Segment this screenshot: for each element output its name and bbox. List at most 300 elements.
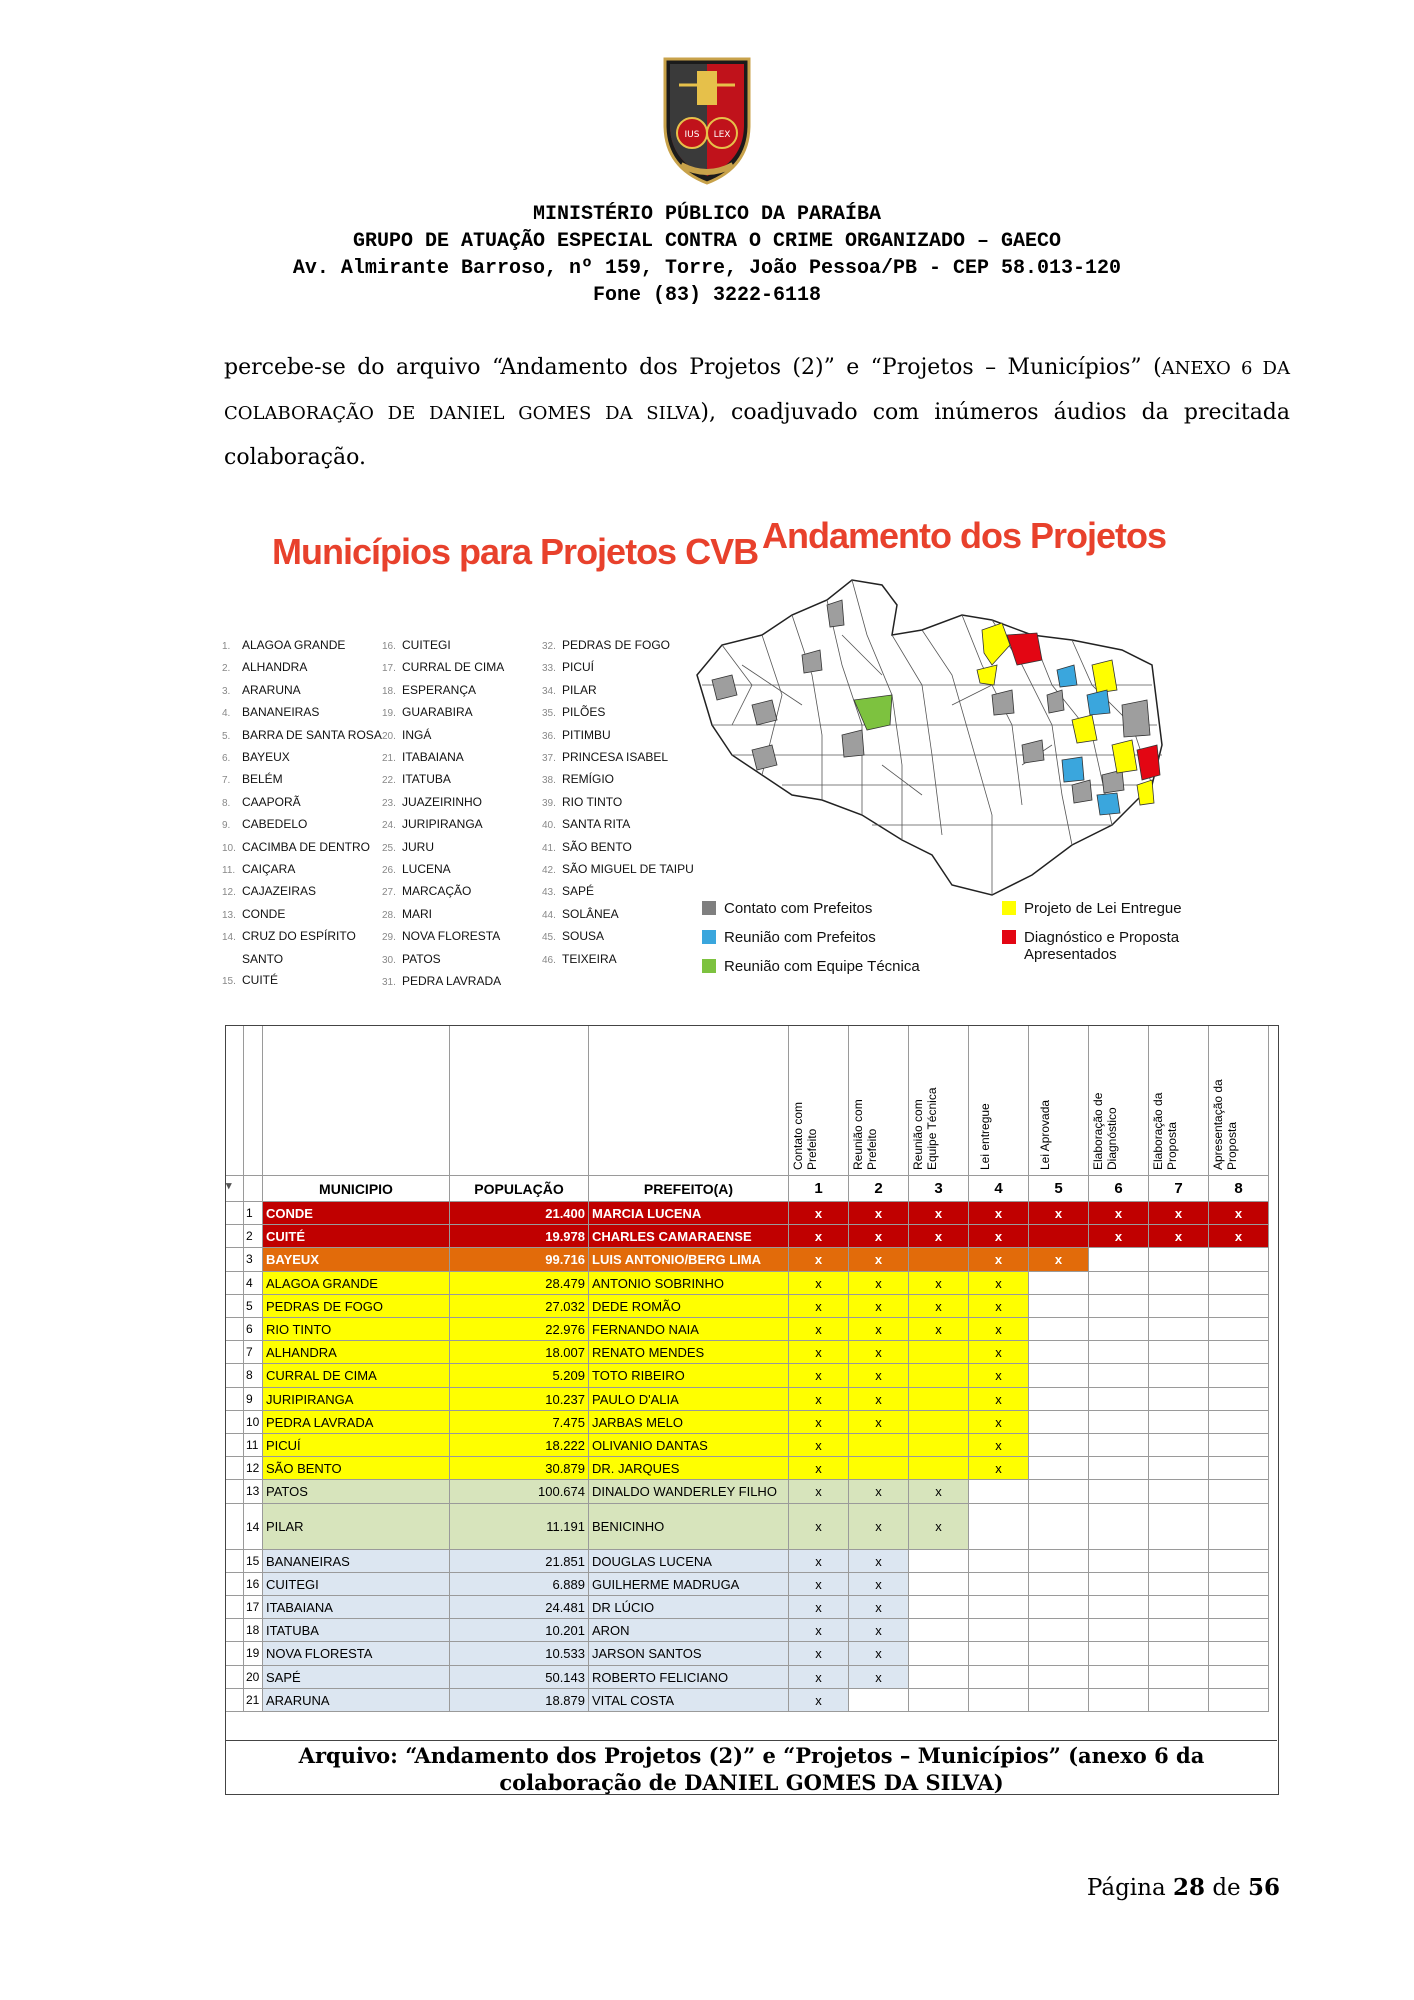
row-municipio-cell (263, 1689, 450, 1712)
row-stage-cell (849, 1411, 909, 1434)
row-stage-cell (1209, 1364, 1269, 1387)
row-stage-cell (969, 1364, 1029, 1387)
row-populacao-cell (450, 1504, 589, 1550)
stage-mark: x (1114, 1206, 1123, 1221)
row-number: 21 (246, 1692, 260, 1707)
stage-mark: x (995, 1414, 1002, 1430)
stage-mark: x (1054, 1252, 1063, 1268)
municipality-number: 12. (222, 887, 236, 899)
header-top-cell (789, 1026, 849, 1176)
row-stage-cell (969, 1341, 1029, 1364)
row-stage-cell (969, 1689, 1029, 1712)
municipality-number: 24. (382, 820, 396, 832)
municipality-number: 39. (542, 797, 556, 809)
row-stage-cell (1149, 1457, 1209, 1480)
row-stage-cell (849, 1619, 909, 1642)
row-spacer-cell (226, 1388, 244, 1411)
row-stage-cell (1029, 1272, 1089, 1295)
prefeito-name: LUIS ANTONIO/BERG LIMA (592, 1252, 761, 1268)
row-stage-cell (909, 1318, 969, 1341)
row-stage-cell (909, 1480, 969, 1503)
municipality-name: ITABAIANA (402, 750, 464, 765)
legend-swatch (702, 959, 716, 973)
row-number-cell (244, 1341, 263, 1364)
row-stage-cell (789, 1225, 849, 1248)
row-stage-cell (1149, 1411, 1209, 1434)
row-number: 1 (246, 1206, 253, 1220)
header-top-cell (1149, 1026, 1209, 1176)
stage-mark: x (815, 1576, 822, 1592)
row-stage-cell (1209, 1457, 1269, 1480)
row-number-cell (244, 1573, 263, 1596)
row-municipio-cell (263, 1504, 450, 1550)
table-caption (226, 1740, 1277, 1795)
row-stage-cell (1209, 1480, 1269, 1503)
row-stage-cell (1089, 1619, 1149, 1642)
row-stage-cell (1209, 1225, 1269, 1248)
row-populacao-cell (450, 1272, 589, 1295)
stage-mark: x (934, 1229, 943, 1245)
row-number-cell (244, 1411, 263, 1434)
stage-mark: x (815, 1553, 822, 1569)
prefeito-name: PAULO D'ALIA (592, 1391, 679, 1407)
row-stage-cell (909, 1341, 969, 1364)
stage-mark: x (994, 1252, 1003, 1268)
municipio-name: PEDRA LAVRADA (266, 1414, 374, 1430)
populacao-value: 5.209 (552, 1368, 585, 1384)
row-stage-cell (1029, 1202, 1089, 1225)
row-stage-cell (789, 1573, 849, 1596)
stage-mark: x (815, 1461, 822, 1477)
populacao-value: 21.851 (545, 1553, 585, 1569)
row-stage-cell (1209, 1202, 1269, 1225)
row-stage-cell (1149, 1619, 1209, 1642)
municipio-name: PICUÍ (266, 1438, 301, 1453)
stage-mark: x (875, 1576, 882, 1592)
stage-mark: x (814, 1206, 823, 1221)
row-populacao-cell (450, 1434, 589, 1457)
row-stage-cell (1029, 1225, 1089, 1248)
stage-header-line-1: Reunião com (851, 1099, 865, 1170)
stage-mark: x (875, 1623, 882, 1639)
row-populacao-cell (450, 1341, 589, 1364)
municipality-name: PATOS (402, 951, 441, 966)
municipio-name: ALAGOA GRANDE (266, 1275, 378, 1291)
stage-mark: x (815, 1345, 822, 1361)
row-spacer-cell (226, 1596, 244, 1619)
municipality-number: 43. (542, 887, 556, 899)
municipality-item (382, 814, 504, 836)
municipio-name: PILAR (266, 1518, 304, 1534)
stage-header-line-1: Lei Aprovada (1038, 1099, 1052, 1170)
municipality-number: 1. (222, 641, 231, 652)
populacao-value: 6.889 (552, 1576, 585, 1592)
row-stage-cell (1029, 1550, 1089, 1573)
row-stage-cell (1029, 1341, 1089, 1364)
stage-mark: x (994, 1206, 1003, 1221)
header-stage-7 (1149, 1176, 1209, 1202)
municipality-item (382, 702, 504, 724)
row-stage-cell (1149, 1550, 1209, 1573)
stage-mark: x (815, 1600, 822, 1615)
municipality-name: SOUSA (562, 929, 605, 944)
stage-mark: x (995, 1322, 1002, 1337)
municipality-number: 27. (382, 887, 396, 899)
municipality-number: 46. (542, 954, 556, 966)
row-stage-cell (1209, 1341, 1269, 1364)
row-number-cell (244, 1202, 263, 1225)
row-stage-cell (789, 1642, 849, 1665)
row-spacer-cell (226, 1225, 244, 1248)
stage-mark: x (935, 1275, 942, 1291)
dropdown-arrow-icon[interactable]: ▾ (226, 1180, 232, 1192)
municipality-name: BELÉM (242, 772, 283, 787)
header-top-cell (589, 1026, 789, 1176)
municipality-number: 25. (382, 842, 396, 854)
municipality-number: 35. (542, 708, 556, 720)
row-municipio-cell (263, 1596, 450, 1619)
row-stage-cell (1089, 1248, 1149, 1271)
prefeito-name: OLIVANIO DANTAS (592, 1438, 708, 1453)
header-stage-5 (1029, 1176, 1089, 1202)
row-stage-cell (1149, 1434, 1209, 1457)
row-stage-cell (909, 1411, 969, 1434)
stage-mark: x (995, 1298, 1002, 1314)
crest-text-right: LEX (713, 130, 731, 140)
row-number: 9 (246, 1391, 253, 1406)
row-prefeito-cell (589, 1341, 789, 1364)
populacao-value: 18.007 (545, 1345, 585, 1361)
municipality-item (222, 926, 382, 948)
municipality-item (222, 970, 382, 992)
municipality-item (222, 769, 382, 791)
row-stage-cell (1209, 1550, 1269, 1573)
municipality-name: SÃO BENTO (562, 839, 632, 854)
stage-number: 8 (1234, 1180, 1243, 1197)
municipality-item (382, 680, 504, 702)
row-prefeito-cell (589, 1573, 789, 1596)
stage-mark: x (935, 1322, 942, 1337)
row-number-cell (244, 1504, 263, 1550)
row-municipio-cell (263, 1225, 450, 1248)
header-institution: MINISTÉRIO PÚBLICO DA PARAÍBA (532, 203, 882, 226)
municipality-name: ALAGOA GRANDE (242, 638, 346, 652)
municipality-name: ITATUBA (402, 772, 451, 787)
row-stage-cell (849, 1573, 909, 1596)
row-stage-cell (1089, 1457, 1149, 1480)
municipality-item (222, 881, 382, 903)
stage-mark: x (995, 1391, 1002, 1407)
populacao-value: 50.143 (545, 1669, 585, 1685)
stage-mark: x (875, 1669, 882, 1685)
row-stage-cell (1089, 1642, 1149, 1665)
paragraph-text-2: ), coadjuvado com inúmeros áudios da precitada colaboração. (224, 400, 1291, 470)
prefeito-name: DINALDO WANDERLEY FILHO (592, 1484, 777, 1500)
row-populacao-cell (450, 1642, 589, 1665)
municipality-number: 22. (382, 775, 396, 787)
municipality-item (222, 792, 382, 814)
row-stage-cell (849, 1550, 909, 1573)
row-stage-cell (1209, 1642, 1269, 1665)
row-number-cell (244, 1689, 263, 1712)
row-stage-cell (789, 1295, 849, 1318)
municipality-item (222, 904, 382, 926)
row-stage-cell (849, 1642, 909, 1665)
municipality-number: 6. (222, 753, 231, 765)
row-stage-cell (1089, 1689, 1149, 1712)
prefeito-name: JARSON SANTOS (592, 1646, 702, 1662)
stage-header-line-2: Proposta (1165, 1121, 1179, 1170)
row-municipio-cell (263, 1480, 450, 1503)
municipality-number: 32. (542, 641, 556, 652)
row-spacer-cell (226, 1504, 244, 1550)
municipality-name: CAIÇARA (242, 862, 296, 877)
municipality-name: JUAZEIRINHO (402, 794, 483, 809)
municipio-name: CUITÉ (266, 1229, 305, 1245)
municipality-number: 16. (382, 641, 396, 652)
municipality-item (382, 949, 504, 971)
stage-mark: x (815, 1298, 822, 1314)
row-stage-cell (909, 1666, 969, 1689)
row-number: 19 (246, 1646, 260, 1661)
row-stage-cell (1089, 1573, 1149, 1596)
caption-line-2: colaboração de DANIEL GOMES DA SILVA) (499, 1770, 1004, 1795)
row-populacao-cell (450, 1364, 589, 1387)
row-stage-cell (1089, 1596, 1149, 1619)
municipality-number: 38. (542, 775, 556, 787)
stage-mark: x (814, 1229, 823, 1245)
row-stage-cell (909, 1642, 969, 1665)
row-stage-cell (789, 1434, 849, 1457)
header-top-cell (263, 1026, 450, 1176)
row-stage-cell (789, 1341, 849, 1364)
municipio-name: BAYEUX (266, 1252, 319, 1268)
row-spacer-cell (226, 1248, 244, 1271)
municipality-name: PEDRA LAVRADA (402, 974, 502, 989)
figure-title-progress: Andamento dos Projetos (762, 515, 1167, 556)
row-stage-cell (1089, 1272, 1149, 1295)
municipality-item (542, 949, 694, 971)
row-stage-cell (969, 1272, 1029, 1295)
municipality-number: 41. (542, 842, 556, 854)
municipality-number: 7. (222, 775, 231, 787)
row-stage-cell (909, 1272, 969, 1295)
municipality-number: 45. (542, 932, 556, 944)
municipality-number: 10. (222, 842, 236, 854)
row-populacao-cell (450, 1295, 589, 1318)
crest-text-left: IUS (684, 130, 700, 140)
projects-figure (222, 515, 1222, 995)
stage-number: 3 (934, 1180, 943, 1197)
row-prefeito-cell (589, 1411, 789, 1434)
paragraph-annex-ref: ANEXO 6 DA COLABORAÇÃO DE DANIEL GOMES DA SILVA (224, 358, 1290, 424)
municipality-name: BARRA DE SANTA ROSA (242, 727, 382, 742)
municipality-item (542, 814, 694, 836)
row-stage-cell (909, 1248, 969, 1271)
row-prefeito-cell (589, 1480, 789, 1503)
footer-label: Página (1086, 1875, 1166, 1901)
prefeito-name: ANTONIO SOBRINHO (592, 1275, 724, 1291)
header-top-cell (450, 1026, 589, 1176)
row-spacer-cell (226, 1411, 244, 1434)
header-top-cell (1209, 1026, 1269, 1176)
stage-mark: x (1054, 1206, 1063, 1221)
row-populacao-cell (450, 1411, 589, 1434)
row-stage-cell (969, 1225, 1029, 1248)
row-municipio-cell (263, 1642, 450, 1665)
row-populacao-cell (450, 1457, 589, 1480)
row-number-cell (244, 1480, 263, 1503)
municipality-item (382, 657, 504, 679)
prefeito-name: BENICINHO (592, 1518, 665, 1534)
row-stage-cell (909, 1619, 969, 1642)
municipality-item (542, 657, 694, 679)
row-prefeito-cell (589, 1248, 789, 1271)
row-number-cell (244, 1295, 263, 1318)
row-number: 16 (246, 1576, 260, 1591)
stage-number: 5 (1054, 1180, 1063, 1197)
row-municipio-cell (263, 1457, 450, 1480)
row-municipio-cell (263, 1272, 450, 1295)
row-stage-cell (1029, 1434, 1089, 1457)
municipality-name: LUCENA (402, 862, 451, 877)
stage-mark: x (1114, 1229, 1123, 1245)
row-populacao-cell (450, 1619, 589, 1642)
stage-mark: x (934, 1206, 943, 1221)
municipality-item (382, 859, 504, 881)
row-stage-cell (789, 1480, 849, 1503)
row-stage-cell (1209, 1666, 1269, 1689)
municipality-item (382, 904, 504, 926)
row-stage-cell (969, 1248, 1029, 1271)
row-stage-cell (969, 1318, 1029, 1341)
row-municipio-cell (263, 1573, 450, 1596)
row-stage-cell (909, 1295, 969, 1318)
row-number: 7 (246, 1345, 253, 1360)
stage-number: 4 (994, 1180, 1003, 1197)
row-stage-cell (909, 1225, 969, 1248)
municipality-name: MARCAÇÃO (402, 884, 472, 899)
row-spacer-cell (226, 1666, 244, 1689)
row-stage-cell (1029, 1596, 1089, 1619)
municipality-column-2 (382, 635, 504, 994)
populacao-value: 27.032 (545, 1298, 585, 1314)
row-stage-cell (1209, 1689, 1269, 1712)
municipality-number: 42. (542, 865, 556, 877)
stage-header-label (978, 1103, 992, 1170)
row-number-cell (244, 1272, 263, 1295)
prefeito-name: RENATO MENDES (592, 1345, 705, 1361)
row-stage-cell (1149, 1272, 1209, 1295)
row-spacer-cell (226, 1573, 244, 1596)
municipality-item (542, 769, 694, 791)
municipality-name: SÃO MIGUEL DE TAIPU (562, 862, 694, 877)
row-stage-cell (789, 1689, 849, 1712)
row-stage-cell (969, 1666, 1029, 1689)
municipality-item (222, 635, 382, 657)
populacao-value: 10.533 (545, 1646, 585, 1662)
municipio-name: ITABAIANA (266, 1600, 333, 1615)
legend-swatch (702, 930, 716, 944)
row-stage-cell (969, 1596, 1029, 1619)
prefeito-name: ARON (592, 1623, 630, 1639)
municipality-name: PRINCESA ISABEL (562, 750, 669, 765)
prefeito-name: TOTO RIBEIRO (592, 1368, 685, 1384)
row-stage-cell (849, 1689, 909, 1712)
row-stage-cell (849, 1295, 909, 1318)
gaeco-crest-logo (659, 55, 755, 190)
row-prefeito-cell (589, 1689, 789, 1712)
row-stage-cell (969, 1388, 1029, 1411)
stage-mark: x (995, 1461, 1002, 1477)
row-stage-cell (909, 1457, 969, 1480)
municipality-number: 20. (382, 730, 396, 742)
row-stage-cell (1149, 1642, 1209, 1665)
legend-swatch (1002, 930, 1016, 944)
row-stage-cell (909, 1550, 969, 1573)
municipality-name: JURIPIRANGA (402, 817, 483, 832)
row-stage-cell (789, 1596, 849, 1619)
municipality-number: 15. (222, 976, 236, 988)
municipality-number: 26. (382, 865, 396, 877)
municipality-item (222, 949, 382, 970)
stage-mark: x (815, 1438, 822, 1453)
municipality-item (542, 792, 694, 814)
row-stage-cell (1089, 1434, 1149, 1457)
stage-number: 1 (814, 1180, 823, 1197)
municipality-number: 31. (382, 977, 396, 989)
municipality-name: PEDRAS DE FOGO (562, 638, 671, 652)
row-spacer-cell (226, 1272, 244, 1295)
populacao-value: 18.222 (545, 1438, 585, 1453)
prefeito-name: CHARLES CAMARAENSE (592, 1229, 752, 1245)
municipality-item (222, 747, 382, 769)
row-stage-cell (909, 1388, 969, 1411)
row-prefeito-cell (589, 1596, 789, 1619)
row-stage-cell (849, 1596, 909, 1619)
stage-number: 7 (1174, 1180, 1183, 1197)
municipio-name: CONDE (266, 1206, 313, 1221)
row-stage-cell (1209, 1272, 1269, 1295)
row-municipio-cell (263, 1388, 450, 1411)
municipality-item (542, 680, 694, 702)
municipality-name: BAYEUX (242, 750, 290, 765)
row-stage-cell (1149, 1504, 1209, 1550)
row-stage-cell (1149, 1596, 1209, 1619)
stage-mark: x (875, 1518, 882, 1534)
municipality-number: 29. (382, 932, 396, 944)
municipality-item (542, 725, 694, 747)
row-number: 17 (246, 1600, 260, 1614)
row-municipio-cell (263, 1619, 450, 1642)
row-populacao-cell (450, 1689, 589, 1712)
row-stage-cell (1089, 1225, 1149, 1248)
header-top-cell (969, 1026, 1029, 1176)
row-stage-cell (1029, 1318, 1089, 1341)
header-top-cell (1089, 1026, 1149, 1176)
row-number-cell (244, 1225, 263, 1248)
municipality-name: CUITÉ (242, 973, 278, 988)
row-stage-cell (1029, 1364, 1089, 1387)
stage-mark: x (995, 1368, 1002, 1384)
row-number-cell (244, 1619, 263, 1642)
filter-dropdown-cell (226, 1176, 244, 1202)
header-municipio-label: MUNICIPIO (319, 1181, 393, 1197)
page-footer (1087, 1874, 1280, 1901)
row-number: 3 (246, 1252, 253, 1267)
row-populacao-cell (450, 1596, 589, 1619)
municipality-number: 19. (382, 708, 396, 720)
